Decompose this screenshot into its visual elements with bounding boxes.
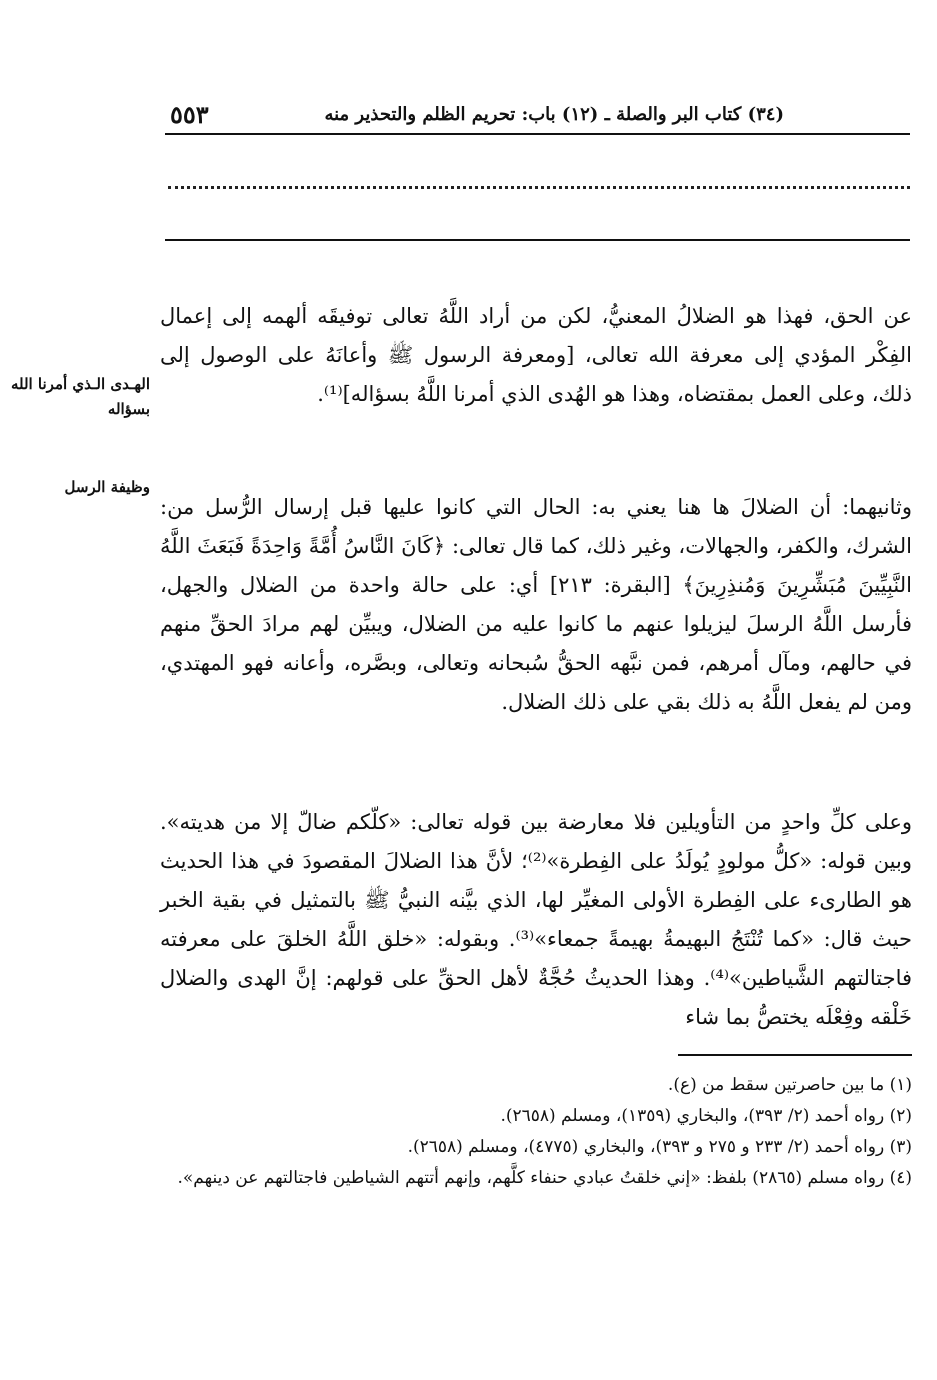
page-header bbox=[160, 96, 912, 136]
footnotes bbox=[160, 1070, 912, 1194]
paragraph-2: وثانيهما: أن الضلالَ ها هنا يعني به: الحال التي كانوا عليها قبل إرسال الرُّسل من: الشرك، والكفر، والجهالات، وغير ذلك، كما قال تعالى: ﴿كَانَ النَّاسُ أُمَّةً وَاحِدَةً فَبَعَثَ اللَّهُ النَّبِيِّينَ مُبَشِّرِينَ وَمُنذِرِينَ﴾ [البقرة: ٢١٣] أي: على حالة واحدة من الضلال والجهل، فأرسل اللَّهُ الرسلَ ليزيلوا عنهم ما كانوا عليه من الضلال، ويبيِّن لهم مرادَ الحقِّ منهم في حالهم، ومآل أمرهم، فمن نبَّهه الحقُّ سُبحانه وتعالى، وبصَّره، وأعانه فهو المهتدي، ومن لم يفعل اللَّهُ به ذلك بقي على ذلك الضلال. bbox=[160, 495, 912, 714]
margin-note-messengers: وظيفة الرسل bbox=[64, 478, 150, 496]
dotted-separator bbox=[168, 186, 910, 189]
section-rule bbox=[165, 239, 910, 241]
header-rule bbox=[165, 133, 910, 135]
footnote-2: (٢) رواه أحمد (٢/ ٣٩٣)، والبخاري (١٣٥٩)، ومسلم (٢٦٥٨). bbox=[500, 1106, 912, 1126]
paragraph-3: وعلى كلِّ واحدٍ من التأويلين فلا معارضة بين قوله تعالى: «كلّكم ضالّ إلا من هديته». وبين قوله: «كلُّ مولودٍ يُولَدُ على الفِطرة»⁽²⁾؛ لأنَّ هذا الضلالَ المقصودَ في هذا الحديث هو الطارىء على الفِطرة الأولى المغيِّر لها، الذي بيَّنه النبيُّ ﷺ بالتمثيل في بقية الخبر حيث قال: «كما تُنْتَجُ البهيمةُ بهيمةً جمعاء»⁽³⁾. وبقوله: «خلق اللَّهُ الخلقَ على معرفته فاجتالتهم الشَّياطين»⁽⁴⁾. وهذا الحديثُ حُجَّةٌ لأهل الحقِّ على قولهم: إنَّ الهدى والضلال خَلْقه وفِعْلَه يختصُّ بما شاء bbox=[160, 810, 913, 1029]
margin-note-guidance: الهـدى الـذي أمرنا الله بسؤاله bbox=[10, 375, 150, 418]
footnote-3: (٣) رواه أحمد (٢/ ٢٣٣ و ٢٧٥ و ٣٩٣)، والبخاري (٤٧٧٥)، ومسلم (٢٦٥٨). bbox=[407, 1137, 912, 1157]
footnote-rule bbox=[678, 1054, 912, 1056]
footnote-4: (٤) رواه مسلم (٢٨٦٥) بلفظ: «إني خلقتُ عبادي حنفاء كلَّهم، وإنهم أتتهم الشياطين فاجتالتهم عن دينهم». bbox=[177, 1168, 912, 1188]
page-number: ٥٥٣ bbox=[170, 100, 209, 129]
paragraph-1: عن الحق، فهذا هو الضلالُ المعنيُّ، لكن من أراد اللَّهُ تعالى توفيقَه ألهمه إلى إعمال الفِكْر المؤدي إلى معرفة الله تعالى، [ومعرفة الرسول ﷺ وأعانَهُ على الوصول إلى ذلك، وعلى العمل بمقتضاه، وهذا هو الهُدى الذي أمرنا اللَّهُ بسؤاله]⁽¹⁾. bbox=[160, 304, 912, 406]
footnote-1: (١) ما بين حاصرتين سقط من (ع). bbox=[667, 1075, 912, 1095]
running-title: (٣٤) كتاب البر والصلة ـ (١٢) باب: تحريم الظلم والتحذير منه bbox=[324, 104, 784, 125]
